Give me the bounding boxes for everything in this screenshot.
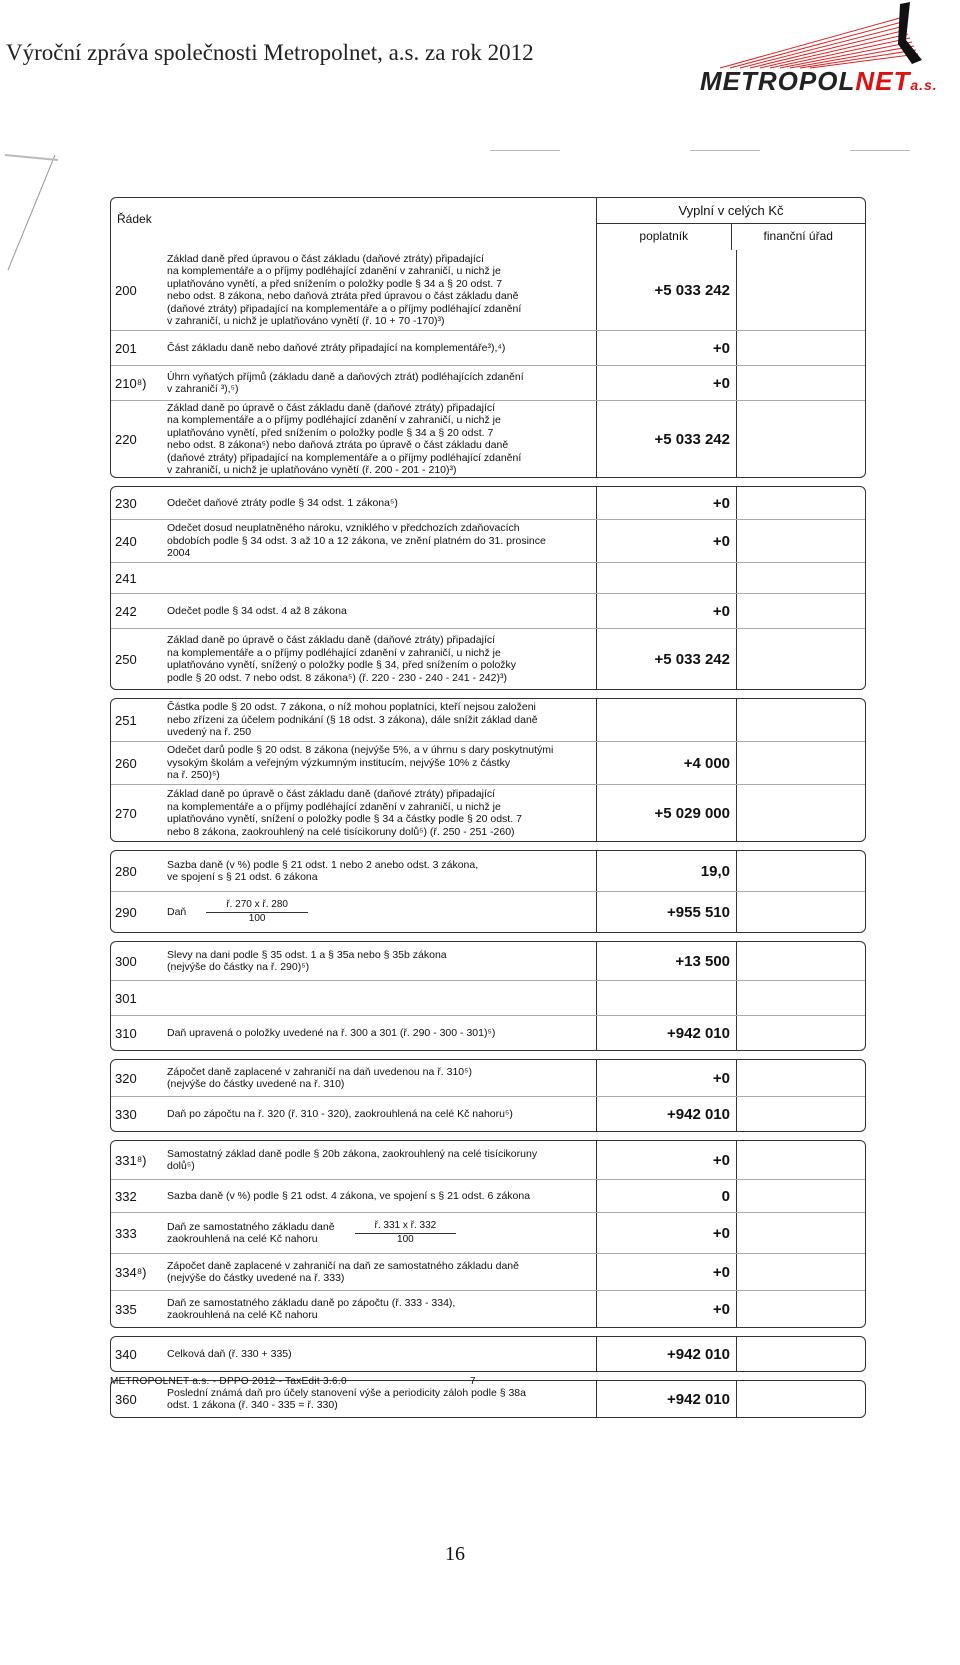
row-amount-office (736, 1097, 865, 1131)
row-amount-office (736, 892, 865, 932)
form-row-260 (111, 741, 865, 784)
row-amount-office (736, 1337, 865, 1371)
column-header-fill: Vyplní v celých Kč (597, 198, 865, 224)
form-row-290 (111, 891, 865, 932)
form-row-241 (111, 562, 865, 593)
row-amount-office (736, 785, 865, 841)
row-description-text: Sazba daně (v %) podle § 21 odst. 1 nebo 2 anebo odst. 3 zákona, ve spojení s § 21 odst. 6 zákona (167, 858, 479, 883)
row-description (161, 594, 596, 628)
row-amount-office (736, 487, 865, 519)
form-row-300 (111, 942, 865, 980)
row-description (161, 1016, 596, 1050)
row-amount-payer: +0 (596, 1291, 736, 1327)
row-number: 201 (115, 340, 137, 356)
form-row-331 (111, 1141, 865, 1179)
form-block (110, 698, 866, 842)
form-row-332 (111, 1179, 865, 1212)
row-description (161, 942, 596, 980)
form-row-230 (111, 487, 865, 519)
row-description (161, 487, 596, 519)
row-amount-payer: 0 (596, 1180, 736, 1212)
row-amount-office (736, 1060, 865, 1096)
form-row-240 (111, 519, 865, 562)
row-description-text: Základ daně po úpravě o část základu daně (daňové ztráty) připadající na komplementáře a o příjmy podléhající zdanění v zahraničí, u nichž je uplatňováno vynětí, před snížením o položky podle § 34 a § 20 odst. 7 nebo odst. 8 zákona⁵) nebo daňová ztráta po úpravě o část základu daně (daňové ztráty) připadající na komplementáře a o příjmy podléhající zdanění v zahraničí, u nichž je uplatňováno vynětí (ř. 200 - 201 - 210)³) (167, 401, 522, 476)
row-description-text: Samostatný základ daně podle § 20b zákona, zaokrouhlený na celé tisícikoruny dolů⁵) (167, 1147, 538, 1172)
row-amount-payer: +5 033 242 (596, 250, 736, 330)
row-description-text: Daň po zápočtu na ř. 320 (ř. 310 - 320), zaokrouhlená na celé Kč nahoru⁵) (167, 1107, 513, 1120)
row-amount-office (736, 366, 865, 400)
scan-hairline (690, 150, 760, 151)
form-row-340 (111, 1337, 865, 1371)
logo-text: METROPOLNETa.s. (700, 66, 938, 96)
row-formula-fraction (206, 899, 308, 925)
row-description-text: Zápočet daně zaplacené v zahraničí na daň uvedenou na ř. 310⁵) (nejvýše do částky uvedené na ř. 310) (167, 1065, 472, 1090)
row-description-text: Základ daně před úpravou o část základu (daňové ztráty) připadající na komplementáře a o příjmy podléhající zdanění v zahraničí, u nichž je uplatňováno vynětí, a před snížením o položky podle § 34 a § 20 odst. 7 nebo odst. 8 zákona, nebo daňová ztráta před úpravou o část základu daně (daňové ztráty) připadající na komplementáře a o příjmy podléhající zdanění v zahraničí, u nichž je uplatňováno vynětí (ř. 10 + 70 -170)³) (167, 252, 522, 327)
row-description-text: Částka podle § 20 odst. 7 zákona, o níž mohou poplatníci, kteří nejsou založeni nebo zřízeni za účelem podnikání (§ 18 odst. 3 zákona), dále snížit základ daně uvedený na ř. 250 (167, 701, 538, 739)
row-number: 340 (115, 1346, 137, 1362)
row-amount-payer: +0 (596, 520, 736, 562)
form-row-310 (111, 1015, 865, 1050)
row-description-text: Celková daň (ř. 330 + 335) (167, 1347, 292, 1360)
row-amount-office (736, 1141, 865, 1179)
row-description-text: Daň ze samostatného základu daně po zápočtu (ř. 333 - 334), zaokrouhlená na celé Kč nahoru (167, 1296, 456, 1321)
row-description-text: Úhrn vyňatých příjmů (základu daně a daňových ztrát) podléhajících zdanění v zahraničí ³),⁵) (167, 370, 524, 395)
form-block (110, 941, 866, 1051)
row-description-text: Odečet darů podle § 20 odst. 8 zákona (nejvýše 5%, a v úhrnu s dary poskytnutými vysokým školám a veřejným výzkumným institucím, nejvýše 10% z částky na ř. 250)⁵) (167, 744, 554, 782)
document-header-title: Výroční zpráva společnosti Metropolnet, a.s. za rok 2012 (6, 40, 534, 65)
row-description (161, 331, 596, 365)
row-number: 270 (115, 805, 137, 821)
fraction-numerator: ř. 331 x ř. 332 (355, 1220, 457, 1234)
scan-artifact-lines (0, 150, 70, 280)
row-number: 290 (115, 904, 137, 920)
row-description (161, 742, 596, 784)
form-row-270 (111, 784, 865, 841)
row-description-text: Daň upravená o položky uvedené na ř. 300 a 301 (ř. 290 - 300 - 301)⁵) (167, 1026, 496, 1039)
fraction-denominator: 100 (397, 1233, 414, 1245)
row-number: 242 (115, 603, 137, 619)
row-number: 333 (115, 1225, 137, 1241)
row-amount-office (736, 250, 865, 330)
row-amount-payer: +942 010 (596, 1097, 736, 1131)
row-description (161, 699, 596, 741)
row-amount-payer: +4 000 (596, 742, 736, 784)
row-description-text: Odečet dosud neuplatněného nároku, vzniklého v předchozích zdaňovacích obdobích podle § 34 odst. 3 až 10 a 12 zákona, ve znění platném do 31. prosince 2004 (167, 522, 546, 560)
scan-hairline (850, 150, 910, 151)
row-amount-payer: +942 010 (596, 1016, 736, 1050)
row-number: 331⁸) (115, 1152, 147, 1168)
row-description (161, 892, 596, 932)
row-amount-office (736, 520, 865, 562)
row-description-text: Část základu daně nebo daňové ztráty připadající na komplementáře³),⁴) (167, 341, 506, 354)
form-row-333 (111, 1212, 865, 1253)
row-description (161, 851, 596, 891)
row-number: 320 (115, 1070, 137, 1086)
form-row-200 (111, 250, 865, 330)
row-number: 210⁸) (115, 375, 147, 391)
row-amount-office (736, 1180, 865, 1212)
row-description (161, 1291, 596, 1327)
row-amount-payer: +0 (596, 1141, 736, 1179)
form-row-201 (111, 330, 865, 365)
row-description (161, 250, 596, 330)
row-amount-payer: +0 (596, 1060, 736, 1096)
row-description (161, 629, 596, 689)
footer-inner-page: 7 (470, 1376, 476, 1387)
row-amount-payer: +13 500 (596, 942, 736, 980)
row-number: 330 (115, 1106, 137, 1122)
row-number: 200 (115, 282, 137, 298)
row-number: 220 (115, 431, 137, 447)
scan-hairline (490, 150, 560, 151)
form-row-320 (111, 1060, 865, 1096)
row-amount-office (736, 401, 865, 477)
row-amount-office (736, 981, 865, 1015)
row-amount-payer: +5 033 242 (596, 629, 736, 689)
form-block (110, 1140, 866, 1328)
form-block (110, 486, 866, 690)
row-amount-payer: +0 (596, 487, 736, 519)
fraction-denominator: 100 (248, 912, 266, 924)
row-amount-office (736, 563, 865, 593)
row-amount-payer: +955 510 (596, 892, 736, 932)
row-amount-office (736, 1254, 865, 1290)
row-amount-office (736, 1016, 865, 1050)
row-number: 301 (115, 990, 137, 1006)
metropolnet-logo (700, 0, 960, 120)
row-number: 334⁸) (115, 1264, 147, 1280)
row-amount-payer (596, 563, 736, 593)
page-number: 16 (445, 1543, 465, 1565)
tax-form (110, 197, 866, 1426)
row-description (161, 1254, 596, 1290)
row-number: 260 (115, 755, 137, 771)
row-amount-office (736, 331, 865, 365)
form-row-334 (111, 1253, 865, 1290)
row-description-text: Daň (167, 905, 187, 918)
form-block (110, 1059, 866, 1132)
row-formula-fraction (355, 1220, 457, 1246)
form-row-280 (111, 851, 865, 891)
row-description-text: Slevy na dani podle § 35 odst. 1 a § 35a nebo § 35b zákona (nejvýše do částky na ř. 290)⁵) (167, 948, 447, 973)
form-row-210 (111, 365, 865, 400)
form-block (110, 1336, 866, 1372)
row-amount-office (736, 1291, 865, 1327)
row-description-text: Základ daně po úpravě o část základu daně (daňové ztráty) připadající na komplementáře a o příjmy podléhající zdanění v zahraničí, u nichž je uplatňováno vynětí, snížení o položky podle § 34 a částky podle § 20 odst. 7 nebo 8 zákona, zaokrouhlený na celé tisícikoruny dolů⁵) (ř. 250 - 251 -260) (167, 788, 522, 838)
row-amount-payer: +0 (596, 1213, 736, 1253)
form-row-251 (111, 699, 865, 741)
row-number: 240 (115, 533, 137, 549)
row-number: 230 (115, 495, 137, 511)
footer-software-line: METROPOLNET a.s. - DPPO 2012 - TaxEdit 3.6.0 (110, 1376, 347, 1387)
row-amount-payer: +942 010 (596, 1381, 736, 1417)
row-description-text: Odečet podle § 34 odst. 4 až 8 zákona (167, 604, 347, 617)
row-amount-payer: +0 (596, 1254, 736, 1290)
row-amount-payer: +5 029 000 (596, 785, 736, 841)
row-description-text: Poslední známá daň pro účely stanovení výše a periodicity záloh podle § 38a odst. 1 zákona (ř. 340 - 335 = ř. 330) (167, 1386, 526, 1411)
row-number: 360 (115, 1391, 137, 1407)
row-amount-office (736, 942, 865, 980)
form-row-242 (111, 593, 865, 628)
row-description-text: Zápočet daně zaplacené v zahraničí na daň ze samostatného základu daně (nejvýše do částky uvedené na ř. 333) (167, 1259, 519, 1284)
row-description (161, 785, 596, 841)
form-row-330 (111, 1096, 865, 1131)
row-amount-payer (596, 699, 736, 741)
logo-swoosh-graphic (700, 0, 960, 120)
row-amount-payer: +0 (596, 594, 736, 628)
row-description (161, 1180, 596, 1212)
row-amount-office (736, 851, 865, 891)
column-header-radek: Řádek (117, 212, 152, 226)
fraction-numerator: ř. 270 x ř. 280 (206, 899, 308, 913)
row-amount-office (736, 629, 865, 689)
row-description-text: Sazba daně (v %) podle § 21 odst. 4 zákona, ve spojení s § 21 odst. 6 zákona (167, 1189, 531, 1202)
row-amount-payer: +5 033 242 (596, 401, 736, 477)
row-amount-office (736, 742, 865, 784)
row-amount-office (736, 594, 865, 628)
form-row-250 (111, 628, 865, 689)
row-description (161, 563, 596, 593)
row-description-text: Základ daně po úpravě o část základu daně (daňové ztráty) připadající na komplementáře a o příjmy podléhající zdanění v zahraničí, u nichž je uplatňováno vynětí, snížený o položky podle § 34, před snížením o položky podle § 20 odst. 7 nebo odst. 8 zákona⁵) (ř. 220 - 230 - 240 - 241 - 242)³) (167, 634, 517, 684)
row-number: 310 (115, 1025, 137, 1041)
row-description-text: Daň ze samostatného základu daně zaokrouhlená na celé Kč nahoru (167, 1220, 335, 1245)
row-amount-office (736, 699, 865, 741)
row-description (161, 1141, 596, 1179)
row-amount-payer (596, 981, 736, 1015)
row-description (161, 981, 596, 1015)
form-row-335 (111, 1290, 865, 1327)
row-amount-payer: +0 (596, 366, 736, 400)
form-header-block (110, 197, 866, 478)
row-number: 250 (115, 651, 137, 667)
form-row-301 (111, 980, 865, 1015)
row-description (161, 1213, 596, 1253)
row-number: 300 (115, 953, 137, 969)
row-amount-payer: +0 (596, 331, 736, 365)
row-description (161, 1060, 596, 1096)
row-description (161, 1097, 596, 1131)
row-description (161, 1337, 596, 1371)
row-description (161, 401, 596, 477)
row-amount-office (736, 1381, 865, 1417)
row-description (161, 366, 596, 400)
form-block (110, 850, 866, 933)
column-header-payer: poplatník (597, 224, 732, 250)
row-description (161, 520, 596, 562)
form-row-220 (111, 400, 865, 477)
row-number: 241 (115, 570, 137, 586)
row-number: 251 (115, 712, 137, 728)
row-number: 280 (115, 863, 137, 879)
column-header-office: finanční úřad (763, 229, 833, 243)
row-amount-office (736, 1213, 865, 1253)
row-description-text: Odečet daňové ztráty podle § 34 odst. 1 zákona⁵) (167, 496, 398, 509)
row-number: 335 (115, 1301, 137, 1317)
row-amount-payer: +942 010 (596, 1337, 736, 1371)
row-number: 332 (115, 1188, 137, 1204)
row-amount-payer: 19,0 (596, 851, 736, 891)
